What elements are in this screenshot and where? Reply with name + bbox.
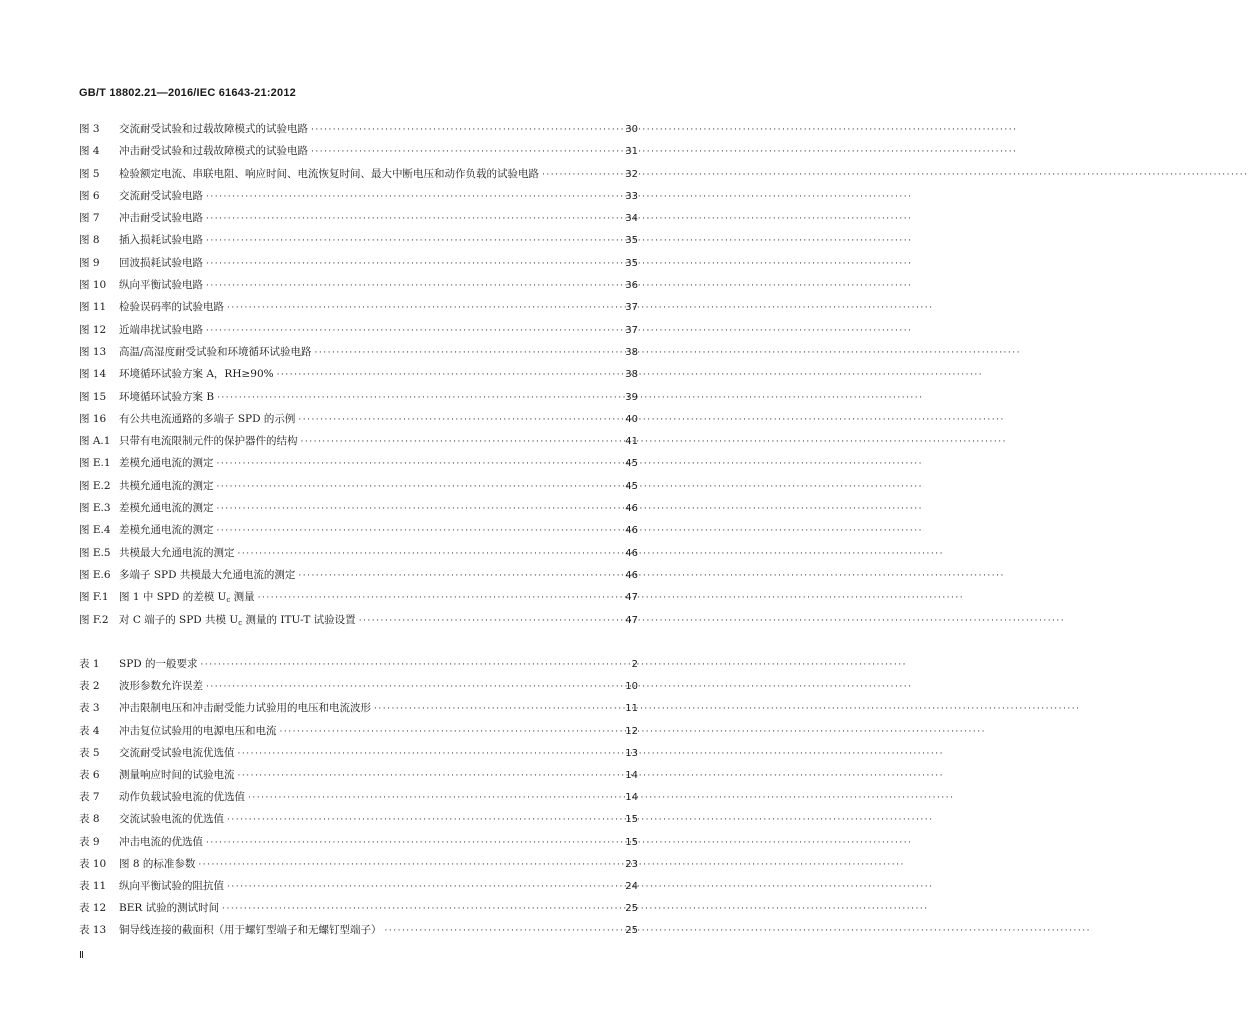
entry-title: 环境循环试验方案 B <box>119 390 215 403</box>
entry-title: 铜导线连接的截面积（用于螺钉型端子和无螺钉型端子） <box>119 924 382 937</box>
entry-title: SPD 的一般要求 <box>119 658 198 670</box>
entry-number: 图 15 <box>79 390 107 403</box>
entry-title: 冲击复位试验用的电源电压和电流 <box>119 724 277 737</box>
entry-page-number: 45 <box>625 480 638 492</box>
table-entry[interactable] <box>79 700 638 722</box>
figure-entry[interactable] <box>79 299 638 321</box>
entry-number: 表 12 <box>79 902 107 915</box>
entry-page-number: 24 <box>625 880 638 892</box>
entry-page-number: 33 <box>625 190 638 202</box>
entry-page-number: 32 <box>625 168 638 180</box>
entry-number: 图 F.2 <box>79 613 109 626</box>
figure-entry[interactable] <box>79 612 638 634</box>
dot-leader <box>227 303 621 313</box>
entry-number: 图 12 <box>79 323 107 336</box>
figure-entry[interactable] <box>79 433 638 455</box>
document-header: GB/T 18802.21—2016/IEC 61643-21:2012 <box>79 87 296 99</box>
entry-page-number: 11 <box>625 703 638 715</box>
entry-title <box>119 612 356 627</box>
dot-leader <box>217 393 621 403</box>
entry-number: 图 E.4 <box>79 524 111 537</box>
dot-leader <box>217 459 622 469</box>
dot-leader <box>359 616 621 626</box>
entry-title: 纵向平衡试验电路 <box>119 279 203 292</box>
figure-entry[interactable] <box>79 277 638 299</box>
entry-page-number: 35 <box>625 257 638 269</box>
table-entry[interactable] <box>79 656 638 678</box>
figure-entry[interactable] <box>79 545 638 567</box>
entry-number: 表 7 <box>79 791 100 804</box>
dot-leader <box>206 214 621 224</box>
figure-entry[interactable] <box>79 589 638 611</box>
entry-page-number: 38 <box>625 369 638 381</box>
entry-number: 图 14 <box>79 368 107 381</box>
dot-leader <box>206 281 621 291</box>
table-entry[interactable] <box>79 745 638 767</box>
entry-title: 交流耐受试验和过载故障模式的试验电路 <box>119 123 308 135</box>
figure-entry[interactable] <box>79 232 638 254</box>
entry-page-number: 46 <box>625 525 638 537</box>
entry-page-number: 25 <box>625 925 638 937</box>
entry-title: 冲击耐受试验电路 <box>119 212 203 225</box>
figure-entry[interactable] <box>79 143 638 165</box>
dot-leader <box>206 192 621 202</box>
entry-title: 共模允通电流的测定 <box>119 479 214 492</box>
entry-number: 表 3 <box>79 702 100 715</box>
entry-number: 图 E.6 <box>79 568 111 581</box>
tables-list <box>79 656 638 944</box>
entry-title: 只带有电流限制元件的保护器件的结构 <box>119 435 298 448</box>
dot-leader <box>315 348 621 358</box>
dot-leader <box>217 504 622 514</box>
entry-title: 交流耐受试验电流优选值 <box>119 746 235 759</box>
entry-title: 交流耐受试验电路 <box>119 189 203 202</box>
entry-number: 图 6 <box>79 189 100 202</box>
table-entry[interactable] <box>79 789 638 811</box>
entry-title: 冲击耐受试验和过载故障模式的试验电路 <box>119 145 308 158</box>
entry-title: 差模允通电流的测定 <box>119 524 214 537</box>
dot-leader <box>238 771 622 781</box>
entry-page-number: 37 <box>625 324 638 336</box>
entry-title: 冲击电流的优选值 <box>119 835 203 848</box>
entry-page-number: 40 <box>625 413 638 425</box>
table-entry[interactable] <box>79 834 638 856</box>
entry-number: 图 16 <box>79 412 107 425</box>
entry-page-number: 39 <box>625 391 638 403</box>
dot-leader <box>227 882 621 892</box>
entry-title-text: 测量的 ITU-T 试验设置 <box>242 613 356 626</box>
entry-title-text: 图 1 中 SPD 的差模 U <box>119 591 227 604</box>
entry-number: 图 10 <box>79 279 107 292</box>
entry-number: 表 11 <box>79 879 107 892</box>
entry-page-number: 12 <box>625 725 638 737</box>
dot-leader <box>206 682 621 692</box>
entry-title: 图 8 的标准参数 <box>119 857 196 870</box>
dot-leader <box>374 704 621 714</box>
entry-page-number: 38 <box>625 346 638 358</box>
entry-page-number: 15 <box>625 836 638 848</box>
entry-title: 多端子 SPD 共模最大允通电流的测定 <box>119 568 296 581</box>
entry-number: 图 A.1 <box>79 435 111 448</box>
dot-leader <box>298 415 621 425</box>
entry-number: 图 5 <box>79 167 100 180</box>
entry-page-number: 46 <box>625 547 638 559</box>
entry-title: 冲击限制电压和冲击耐受能力试验用的电压和电流波形 <box>119 702 371 715</box>
entry-number: 图 7 <box>79 212 100 225</box>
table-entry[interactable] <box>79 900 638 922</box>
entry-number: 图 E.2 <box>79 479 111 492</box>
table-entry[interactable] <box>79 878 638 900</box>
figure-entry[interactable] <box>79 344 638 366</box>
entry-title: 近端串扰试验电路 <box>119 323 203 336</box>
entry-number: 表 10 <box>79 857 107 870</box>
entry-title: 动作负载试验电流的优选值 <box>119 791 245 804</box>
dot-leader <box>311 125 621 135</box>
entry-number: 图 E.3 <box>79 502 111 515</box>
figure-entry[interactable] <box>79 188 638 210</box>
entry-title: 插入损耗试验电路 <box>119 234 203 247</box>
dot-leader <box>298 571 621 581</box>
entry-number: 表 6 <box>79 768 100 781</box>
dot-leader <box>206 326 621 336</box>
entry-number: 表 2 <box>79 680 100 693</box>
dot-leader <box>238 749 622 759</box>
entry-title: 测量响应时间的试验电流 <box>119 768 235 781</box>
entry-title: 检验误码率的试验电路 <box>119 301 224 314</box>
entry-number: 表 8 <box>79 813 100 826</box>
entry-page-number: 23 <box>625 858 638 870</box>
dot-leader <box>198 860 621 870</box>
dot-leader <box>301 437 622 447</box>
dot-leader <box>206 838 621 848</box>
entry-page-number: 13 <box>625 747 638 759</box>
entry-title: 差模允通电流的测定 <box>119 502 214 515</box>
entry-page-number: 14 <box>625 769 638 781</box>
figure-entry[interactable] <box>79 567 638 589</box>
figure-entry[interactable] <box>79 455 638 477</box>
entry-number: 图 4 <box>79 145 100 158</box>
entry-page-number: 30 <box>625 124 638 135</box>
entry-title <box>119 589 255 604</box>
table-entry[interactable] <box>79 922 638 944</box>
entry-number: 表 4 <box>79 724 100 737</box>
figure-entry[interactable] <box>79 478 638 500</box>
entry-page-number: 46 <box>625 503 638 515</box>
entry-title-text: 测量 <box>230 591 255 604</box>
dot-leader <box>311 147 621 157</box>
entry-page-number: 34 <box>625 213 638 225</box>
entry-number: 图 F.1 <box>79 591 109 604</box>
entry-page-number: 46 <box>625 569 638 581</box>
figure-entry[interactable] <box>79 500 638 522</box>
entry-page-number: 15 <box>625 814 638 826</box>
entry-title: 环境循环试验方案 A，RH≥90% <box>119 368 274 381</box>
dot-leader <box>385 926 622 936</box>
dot-leader <box>227 815 621 825</box>
entry-title-subscript: c <box>226 596 231 605</box>
figure-entry[interactable] <box>79 255 638 277</box>
figure-entry[interactable] <box>79 411 638 433</box>
dot-leader <box>258 593 621 603</box>
dot-leader <box>222 904 621 914</box>
figure-entry[interactable] <box>79 322 638 344</box>
entry-number: 图 E.5 <box>79 546 111 559</box>
entry-page-number: 36 <box>625 280 638 292</box>
entry-number: 图 11 <box>79 301 107 314</box>
figure-entry[interactable] <box>79 121 638 143</box>
entry-number: 表 9 <box>79 835 100 848</box>
dot-leader <box>248 793 621 803</box>
entry-page-number: 35 <box>625 235 638 247</box>
table-entry[interactable] <box>79 723 638 745</box>
entry-page-number: 45 <box>625 458 638 470</box>
dot-leader <box>277 370 621 380</box>
entry-title: BER 试验的测试时间 <box>119 902 220 915</box>
entry-page-number: 41 <box>625 436 638 448</box>
dot-leader <box>206 259 621 269</box>
dot-leader <box>217 526 622 536</box>
dot-leader <box>280 727 622 737</box>
table-entry[interactable] <box>79 678 638 700</box>
entry-title: 高温/高湿度耐受试验和环境循环试验电路 <box>119 345 312 358</box>
entry-title: 波形参数允许误差 <box>119 680 203 693</box>
entry-page-number: 14 <box>625 792 638 804</box>
figure-entry[interactable] <box>79 166 638 188</box>
dot-leader <box>217 482 622 492</box>
entry-title: 共模最大允通电流的测定 <box>119 546 235 559</box>
figures-list <box>79 121 638 634</box>
dot-leader <box>238 549 622 559</box>
entry-page-number: 25 <box>625 903 638 915</box>
entry-number: 图 9 <box>79 256 100 269</box>
entry-page-number: 37 <box>625 302 638 314</box>
figure-entry[interactable] <box>79 389 638 411</box>
entry-number: 图 E.1 <box>79 457 111 470</box>
entry-page-number: 47 <box>625 614 638 626</box>
entry-title: 有公共电流通路的多端子 SPD 的示例 <box>119 412 296 425</box>
entry-number: 表 1 <box>79 658 100 670</box>
entry-title: 差模允通电流的测定 <box>119 457 214 470</box>
entry-number: 图 13 <box>79 345 107 358</box>
entry-page-number: 47 <box>625 592 638 604</box>
dot-leader <box>201 660 621 670</box>
figure-entry[interactable] <box>79 366 638 388</box>
entry-title: 纵向平衡试验的阻抗值 <box>119 879 224 892</box>
figure-entry[interactable] <box>79 522 638 544</box>
entry-number: 表 13 <box>79 924 107 937</box>
entry-page-number: 2 <box>631 659 638 670</box>
table-entry[interactable] <box>79 767 638 789</box>
dot-leader <box>542 170 621 180</box>
entry-title: 回波损耗试验电路 <box>119 256 203 269</box>
entry-number: 图 3 <box>79 123 100 135</box>
page-folio: Ⅱ <box>79 950 84 961</box>
entry-title-text: 对 C 端子的 SPD 共模 U <box>119 613 239 626</box>
entry-number: 图 8 <box>79 234 100 247</box>
entry-title: 检验额定电流、串联电阻、响应时间、电流恢复时间、最大中断电压和动作负载的试验电路 <box>119 167 539 180</box>
entry-title: 交流试验电流的优选值 <box>119 813 224 826</box>
dot-leader <box>206 236 621 246</box>
table-entry[interactable] <box>79 811 638 833</box>
table-entry[interactable] <box>79 856 638 878</box>
figure-entry[interactable] <box>79 210 638 232</box>
entry-number: 表 5 <box>79 746 100 759</box>
entry-page-number: 10 <box>625 681 638 693</box>
entry-page-number: 31 <box>625 146 638 158</box>
entry-title-subscript: c <box>238 618 243 627</box>
